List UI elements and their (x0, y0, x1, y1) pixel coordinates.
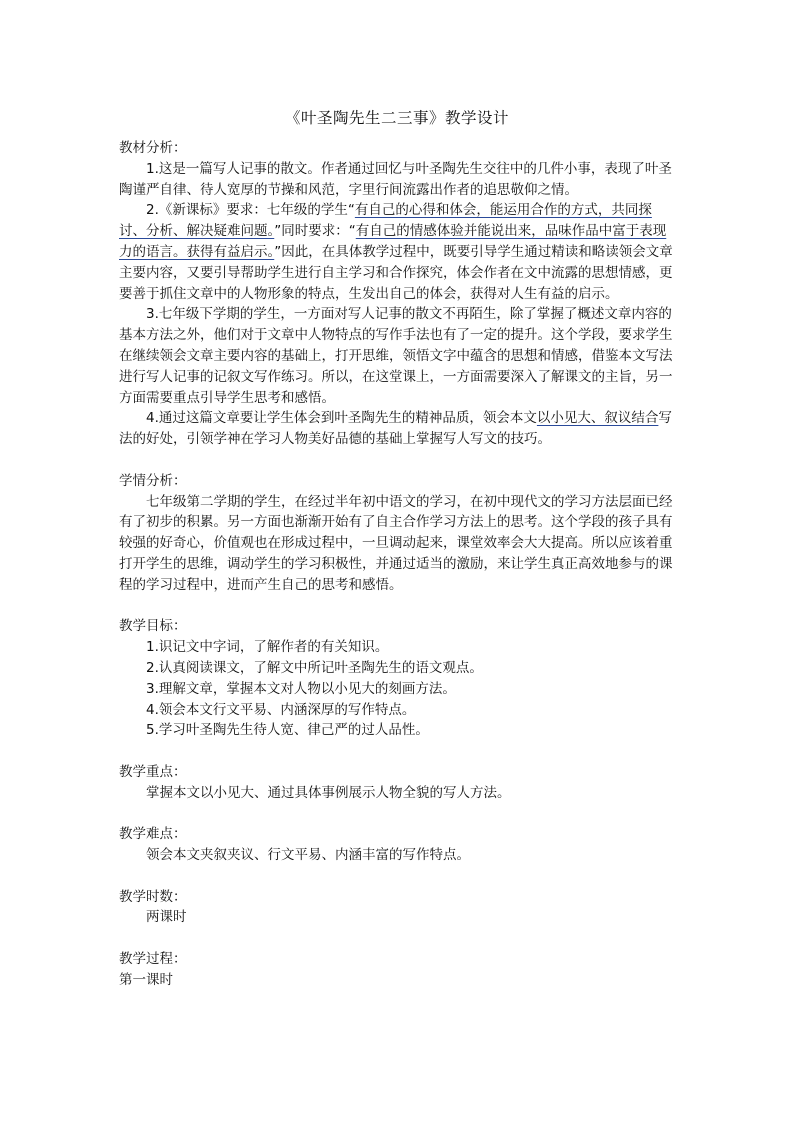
textbook-analysis-paragraph-2 (119, 200, 675, 304)
spacer (119, 866, 675, 887)
spacer (119, 741, 675, 762)
difficulties-text: 领会本文夹叙夹议、行文平易、内涵丰富的写作特点。 (146, 847, 470, 864)
objective-item: 5.学习叶圣陶先生待人宽、律己严的过人品性。 (146, 722, 429, 739)
document-body (119, 138, 675, 991)
writing-method-phrase: 以小见大、叙议结合 (536, 410, 659, 427)
section-heading-teaching-process: 教学过程： (119, 951, 187, 968)
student-analysis-paragraph: 七年级第二学期的学生，在经过半年初中语文的学习，在初中现代文的学习方法层面已经有了初步的积累。另一方面也渐渐开始有了自主合作学习方法上的思考。这个学段的孩子具有较强的好奇心，价值观也在形成过程中，一旦调动起来，课堂效率会大大提高。所以应该着重打开学生的思维，调动学生的学习积极性，并通过适当的激励，来让学生真正高效地参与的课程的学习过程中，进而产生自己的思考和感悟。 (119, 493, 673, 593)
objective-item: 4.领会本文行文平易、内涵深厚的写作特点。 (146, 701, 416, 718)
paragraph-2-text-a: 2.《新课标》要求：七年级的学生“ (146, 202, 355, 219)
textbook-analysis-paragraph-4 (119, 408, 675, 450)
key-points-text: 掌握本文以小见大、通过具体事例展示人物全貌的写人方法。 (146, 784, 511, 801)
section-heading-textbook-analysis: 教材分析： (119, 140, 187, 156)
spacer (119, 928, 675, 949)
paragraph-4-text-a: 4.通过这篇文章要让学生体会到叶圣陶先生的精神品质，领会本文 (146, 410, 537, 427)
section-heading-difficulties: 教学难点： (119, 826, 187, 843)
objective-item: 1.识记文中字词，了解作者的有关知识。 (146, 639, 389, 656)
spacer (119, 450, 675, 471)
paragraph-4-text-b: 写法的好处，引领学神在学习人物美好品德的基础上掌握写人写文的技巧。 (119, 410, 672, 448)
objective-item: 2.认真阅读课文，了解文中所记叶圣陶先生的语文观点。 (146, 659, 483, 676)
objective-item: 3.理解文章，掌握本文对人物以小见大的刻画方法。 (146, 680, 456, 697)
spacer (119, 804, 675, 825)
section-heading-objectives: 教学目标： (119, 618, 187, 635)
section-heading-student-analysis: 学情分析： (119, 472, 187, 489)
textbook-analysis-paragraph-1: 1.这是一篇写人记事的散文。作者通过回忆与叶圣陶先生交往中的几件小事，表现了叶圣陶谨严自律、待人宽厚的节操和风范，字里行间流露出作者的追思敬仰之情。 (119, 160, 672, 198)
paragraph-2-text-c: ”因此，在具体教学过程中，既要引导学生通过精读和略读领会文章主要内容，又要引导帮助学生进行自主学习和合作探究，体会作者在文中流露的思想情感，更要善于抓住文章中的人物形象的特点，生发出自己的体会，获得对人生有益的启示。 (119, 243, 673, 302)
first-lesson-label: 第一课时 (119, 971, 173, 988)
curriculum-quote-1: 有自己的心得和体会，能运用合作的方式，共同探讨、分析、解决疑难问题。 (119, 202, 652, 240)
paragraph-2-text-b: ”同时要求：“ (274, 223, 356, 240)
document-title: 《叶圣陶先生二三事》教学设计 (284, 109, 509, 127)
teaching-hours-text: 两课时 (146, 909, 187, 926)
section-heading-key-points: 教学重点： (119, 763, 187, 780)
spacer (119, 596, 675, 617)
textbook-analysis-paragraph-3: 3.七年级下学期的学生，一方面对写人记事的散文不再陌生，除了掌握了概述文章内容的基本方法之外，他们对于文章中人物特点的写作手法也有了一定的提升。这个学段，要求学生在继续领会文章主要内容的基础上，打开思维，领悟文字中蕴含的思想和情感，借鉴本文写法进行写人记事的记叙文写作练习。所以，在这堂课上，一方面需要深入了解课文的主旨，另一方面需要重点引导学生思考和感悟。 (119, 306, 673, 406)
curriculum-quote-2: 有自己的情感体验并能说出来，品味作品中富于表现力的语言。获得有益启示。 (119, 223, 667, 260)
section-heading-teaching-hours: 教学时数： (119, 888, 187, 905)
